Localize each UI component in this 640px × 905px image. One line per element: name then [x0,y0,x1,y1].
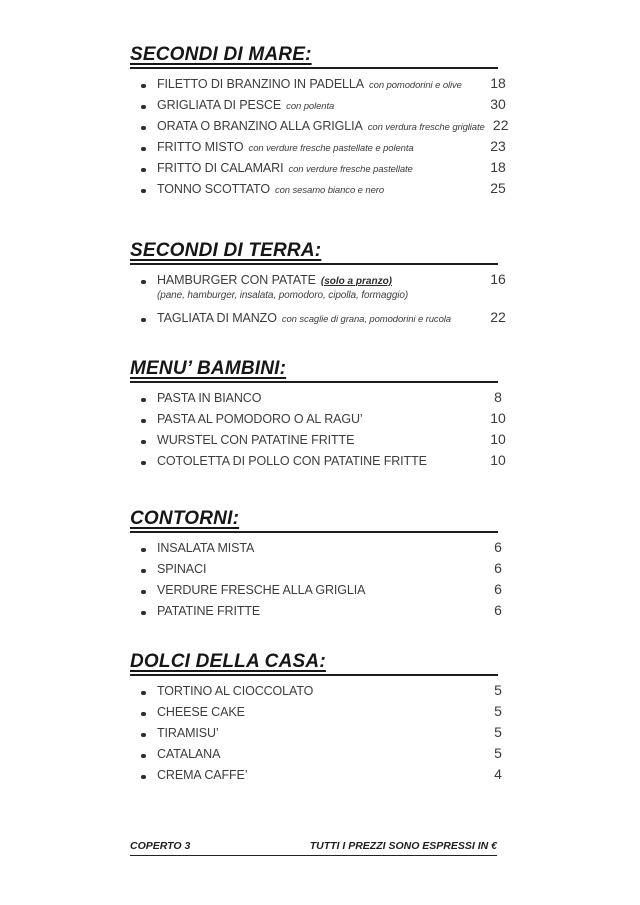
menu-item [130,703,514,724]
menu-item [130,159,514,180]
item-price: 6 [494,539,502,555]
bullet-icon [140,581,157,602]
menu-item-row [130,271,514,292]
item-note: (solo a pranzo) [320,276,393,287]
currency-note: TUTTI I PREZZI SONO ESPRESSI IN € [309,840,497,852]
section-items [130,271,514,330]
menu-item-row [130,539,514,560]
item-price: 10 [490,431,506,447]
item-description: con sesamo bianco e nero [274,185,384,196]
menu-item [130,602,514,623]
bullet-icon [140,410,157,431]
item-description: con polenta [286,101,335,112]
menu-item-row [130,75,514,96]
item-price: 6 [494,602,502,618]
item-description: con verdure fresche pastellate [288,164,413,175]
menu-item [130,581,514,602]
menu-item [130,117,514,138]
menu-item-row [130,581,514,602]
item-price: 18 [490,75,506,91]
bullet-icon [140,117,157,138]
menu-item-row [130,766,514,787]
bullet-icon [140,431,157,452]
menu-item-row [130,159,514,180]
item-name: INSALATA MISTA [157,541,255,555]
menu-item [130,745,514,766]
bullet-icon [140,389,157,410]
item-name: PASTA IN BIANCO [157,391,262,405]
bullet-icon [140,271,157,292]
section-secondi-di-terra [130,240,514,330]
item-price: 4 [494,766,502,782]
menu-item [130,96,514,117]
item-price: 5 [494,745,502,761]
bullet-icon [140,138,157,159]
item-description: con verdura fresche grigliate [367,122,485,133]
menu-item-row [130,180,514,201]
menu-item-row [130,703,514,724]
menu-item-row [130,138,514,159]
item-price: 25 [490,180,506,196]
item-name: COTOLETTA DI POLLO CON PATATINE FRITTE [157,454,427,468]
bullet-icon [140,96,157,117]
item-name: ORATA O BRANZINO ALLA GRIGLIA [157,119,363,133]
bullet-icon [140,602,157,623]
item-name: CHEESE CAKE [157,705,245,719]
menu-item-row [130,96,514,117]
bullet-icon [140,766,157,787]
menu-item-row [130,117,514,138]
menu-item [130,724,514,745]
item-price: 5 [494,703,502,719]
item-name: TIRAMISU’ [157,726,219,740]
menu-item-row [130,602,514,623]
menu-item [130,431,514,452]
menu-item-row [130,452,514,473]
bullet-icon [140,560,157,581]
menu-item [130,452,514,473]
item-price: 22 [492,117,509,133]
item-price: 6 [494,560,502,576]
item-price: 8 [494,389,502,405]
item-name: TAGLIATA DI MANZO [157,311,277,325]
item-name: WURSTEL CON PATATINE FRITTE [157,433,355,447]
menu-item [130,560,514,581]
section-secondi-di-mare [130,44,514,201]
menu-item [130,271,514,307]
menu-item-row [130,745,514,766]
menu-item [130,180,514,201]
menu-item [130,539,514,560]
bullet-icon [140,309,157,330]
menu-item [130,410,514,431]
item-name: HAMBURGER CON PATATE [157,273,316,287]
section-items [130,389,514,473]
coperto-label: COPERTO 3 [130,840,191,852]
bullet-icon [140,745,157,766]
item-description: con scaglie di grana, pomodorini e rucola [281,314,451,325]
menu-item-row [130,389,514,410]
item-name: CREMA CAFFE’ [157,768,248,782]
item-name: FRITTO MISTO [157,140,244,154]
page-footer [130,840,497,856]
menu-item [130,309,514,330]
section-items [130,682,514,787]
bullet-icon [140,180,157,201]
section-title: CONTORNI: [130,508,498,533]
item-ingredients: (pane, hamburger, insalata, pomodoro, cipolla, formaggio) [157,290,409,301]
bullet-icon [140,539,157,560]
menu-item-row [130,724,514,745]
bullet-icon [140,159,157,180]
section-title: MENU’ BAMBINI: [130,358,498,383]
item-name: FRITTO DI CALAMARI [157,161,284,175]
item-price: 6 [494,581,502,597]
item-name: TORTINO AL CIOCCOLATO [157,684,314,698]
menu-item-row [130,309,514,330]
item-name: GRIGLIATA DI PESCE [157,98,282,112]
menu-item [130,389,514,410]
menu-item-row [130,431,514,452]
item-price: 30 [490,96,506,112]
section-items [130,539,514,623]
item-price: 10 [490,452,506,468]
menu-item [130,682,514,703]
bullet-icon [140,75,157,96]
section-title: SECONDI DI MARE: [130,44,498,69]
menu-item-row [130,560,514,581]
section-items [130,75,514,201]
item-name: SPINACI [157,562,207,576]
item-price: 5 [494,682,502,698]
section-menu-bambini [130,358,514,473]
item-price: 22 [490,309,506,325]
item-price: 18 [490,159,506,175]
menu-item [130,75,514,96]
bullet-icon [140,703,157,724]
section-title: DOLCI DELLA CASA: [130,651,498,676]
section-dolci-della-casa [130,651,514,787]
bullet-icon [140,682,157,703]
item-price: 23 [490,138,506,154]
menu-item-row [130,682,514,703]
menu-item [130,766,514,787]
item-name: FILETTO DI BRANZINO IN PADELLA [157,77,364,91]
item-name: VERDURE FRESCHE ALLA GRIGLIA [157,583,366,597]
item-name: TONNO SCOTTATO [157,182,270,196]
menu-item [130,138,514,159]
item-name: CATALANA [157,747,221,761]
section-contorni [130,508,514,623]
section-title: SECONDI DI TERRA: [130,240,498,265]
item-price: 16 [490,271,506,287]
bullet-icon [140,452,157,473]
item-name: PASTA AL POMODORO O AL RAGU’ [157,412,363,426]
menu-item-row [130,410,514,431]
item-price: 5 [494,724,502,740]
item-description: con pomodorini e olive [369,80,462,91]
item-price: 10 [490,410,506,426]
item-description: con verdure fresche pastellate e polenta [248,143,414,154]
bullet-icon [140,724,157,745]
item-name: PATATINE FRITTE [157,604,261,618]
